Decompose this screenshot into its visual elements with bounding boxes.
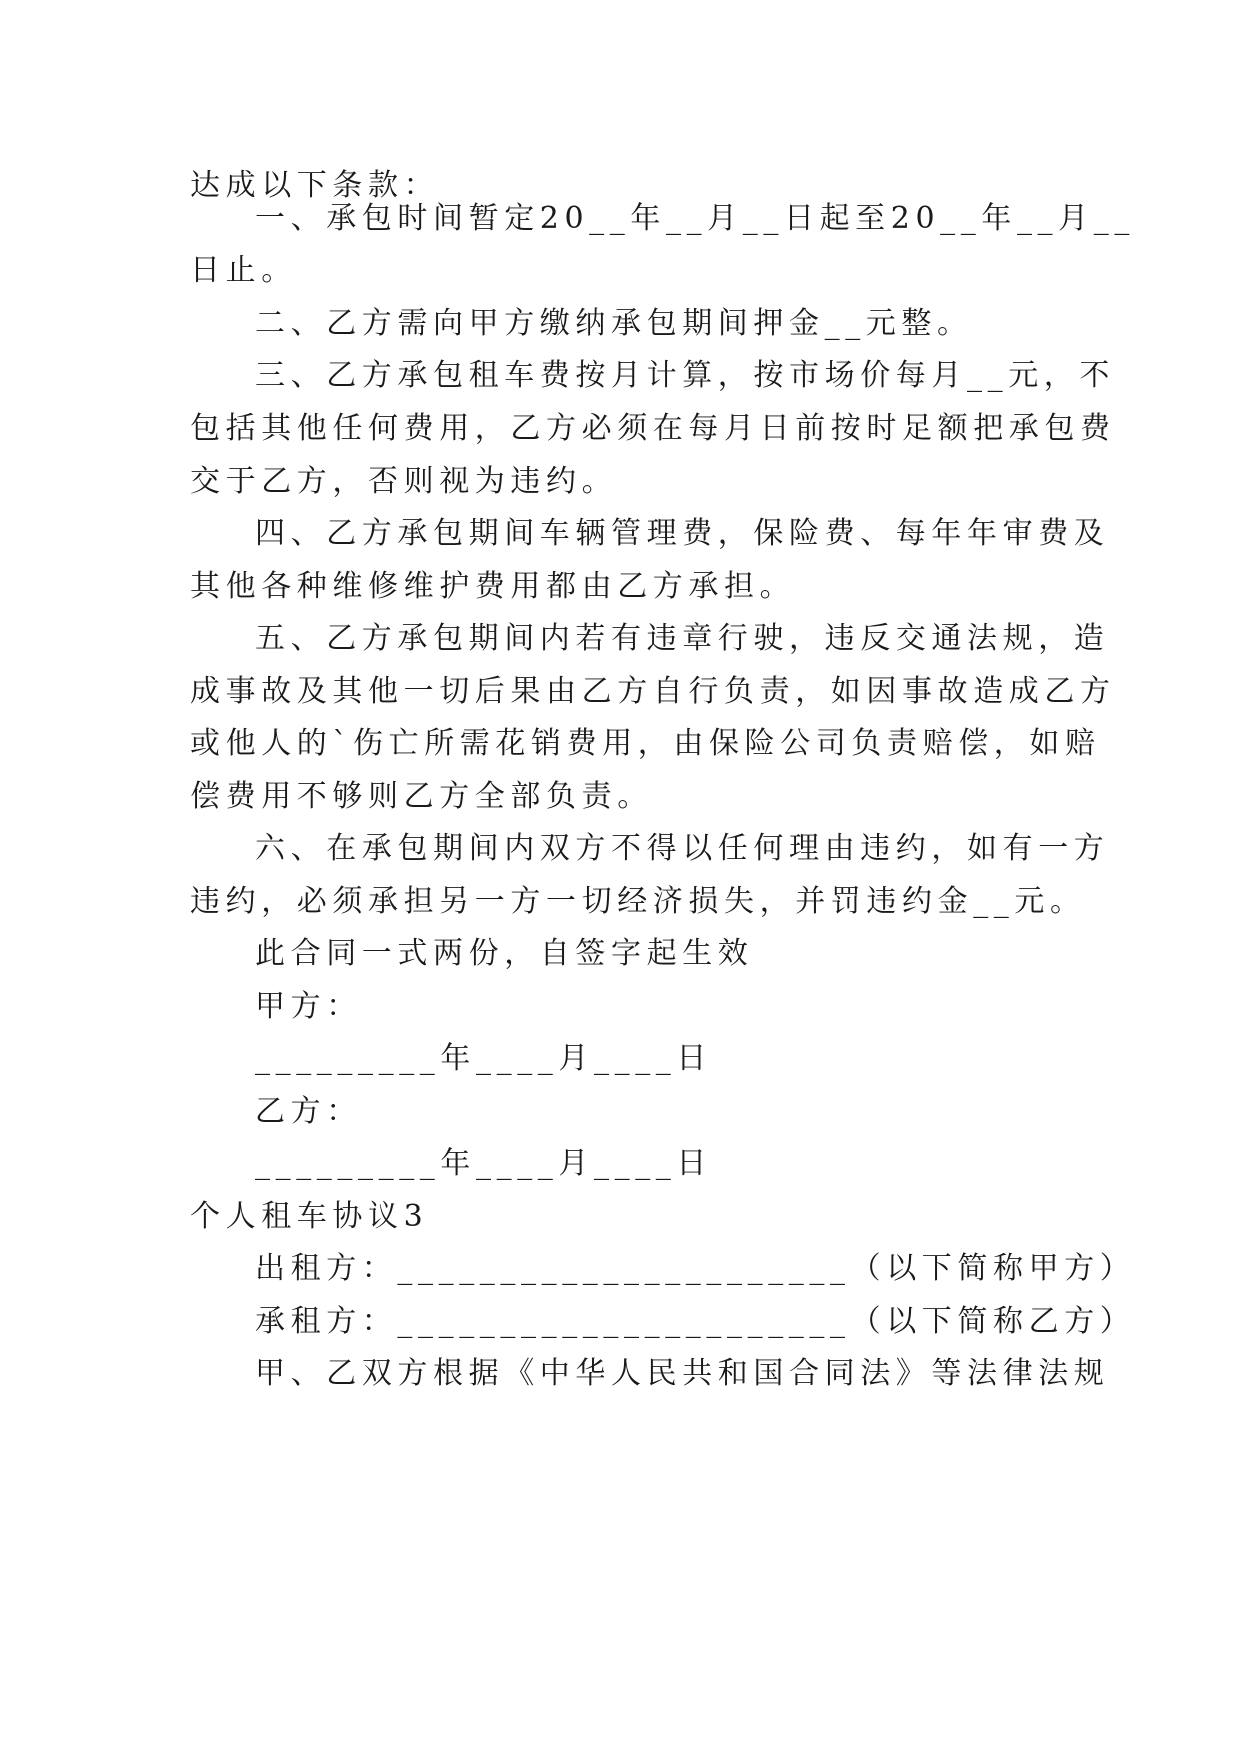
text-line-clause-3: 三、乙方承包租车费按月计算，按市场价每月__元，不 — [255, 358, 1115, 393]
text-line-lessee: 承租方：______________________（以下简称乙方） — [255, 1304, 1136, 1339]
text-line-clause-1: 一、承包时间暂定20__年__月__日起至20__年__月__ — [255, 201, 1135, 236]
text-line-clause-4: 四、乙方承包期间车辆管理费，保险费、每年年审费及 — [255, 516, 1110, 551]
text-line-clause-5-cont-1: 成事故及其他一切后果由乙方自行负责，如因事故造成乙方 — [190, 674, 1116, 709]
text-line-clause-3-cont-1: 包括其他任何费用，乙方必须在每月日前按时足额把承包费 — [190, 411, 1116, 446]
text-line-party-b-label: 乙方： — [255, 1094, 362, 1129]
text-line-party-a-date: _________年____月____日 — [255, 1041, 712, 1076]
text-line-clause-4-cont: 其他各种维修维护费用都由乙方承担。 — [190, 569, 796, 604]
text-line-clause-5: 五、乙方承包期间内若有违章行驶，违反交通法规，造 — [255, 621, 1110, 656]
text-line-clause-5-cont-3: 偿费用不够则乙方全部负责。 — [190, 779, 653, 814]
section-heading-agreement-3: 个人租车协议3 — [190, 1199, 429, 1234]
text-line-clause-6-cont: 违约，必须承担另一方一切经济损失，并罚违约金__元。 — [190, 884, 1086, 919]
text-line-effective-clause: 此合同一式两份，自签字起生效 — [255, 936, 754, 971]
text-line-party-b-date: _________年____月____日 — [255, 1146, 712, 1181]
text-line-clause-3-cont-2: 交于乙方，否则视为违约。 — [190, 464, 618, 499]
text-line-clause-6: 六、在承包期间内双方不得以任何理由违约，如有一方 — [255, 831, 1110, 866]
text-line-clause-2: 二、乙方需向甲方缴纳承包期间押金__元整。 — [255, 306, 973, 341]
text-line-clause-5-cont-2: 或他人的`伤亡所需花销费用，由保险公司负责赔偿，如赔 — [190, 726, 1101, 761]
text-line-legal-basis: 甲、乙双方根据《中华人民共和国合同法》等法律法规 — [255, 1356, 1110, 1391]
text-line-clause-1-cont: 日止。 — [190, 253, 297, 288]
text-line-lessor: 出租方：______________________（以下简称甲方） — [255, 1251, 1136, 1286]
text-line-party-a-label: 甲方： — [255, 989, 362, 1024]
text-line-terms-intro: 达成以下条款： — [190, 168, 440, 203]
